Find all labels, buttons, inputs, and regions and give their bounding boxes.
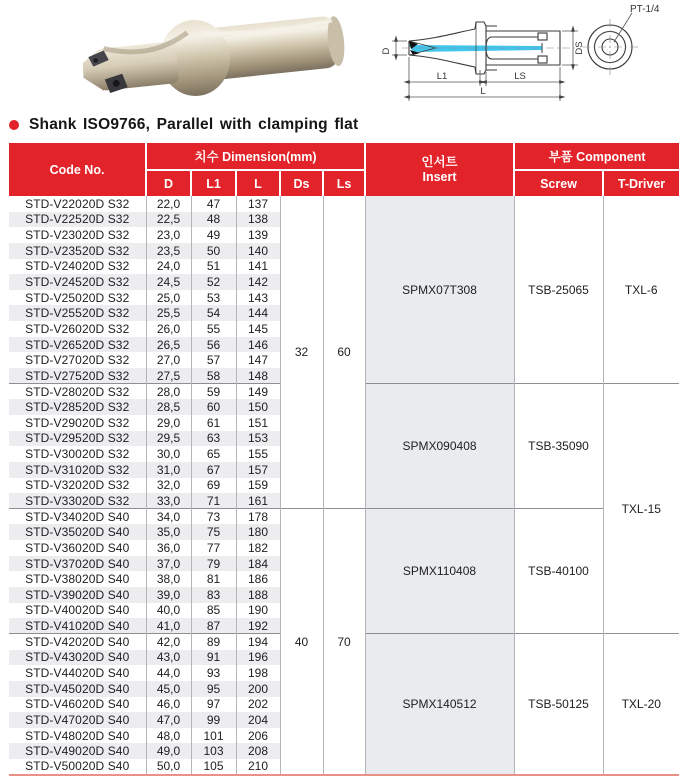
dim-l-cell: 147 (236, 352, 280, 368)
header-dimension: 치수 Dimension(mm) (146, 143, 365, 170)
dim-l1-cell: 56 (191, 337, 236, 353)
code-cell: STD-V40020D S40 (9, 603, 146, 619)
header-l1: L1 (191, 170, 236, 196)
dim-d-cell: 26,0 (146, 321, 191, 337)
code-cell: STD-V39020D S40 (9, 587, 146, 603)
code-cell: STD-V43020D S40 (9, 650, 146, 666)
code-cell: STD-V25520D S32 (9, 305, 146, 321)
dim-l-cell: 182 (236, 540, 280, 556)
section-heading-text: Shank ISO9766, Parallel with clamping flat (29, 116, 359, 133)
dim-l1-cell: 79 (191, 556, 236, 572)
dim-d-cell: 39,0 (146, 587, 191, 603)
dim-d-cell: 36,0 (146, 540, 191, 556)
dim-l-cell: 159 (236, 478, 280, 494)
dim-l-cell: 190 (236, 603, 280, 619)
dim-l1-cell: 51 (191, 259, 236, 275)
dim-l1-cell: 67 (191, 462, 236, 478)
dim-l1-cell: 85 (191, 603, 236, 619)
code-cell: STD-V26020D S32 (9, 321, 146, 337)
dim-label-l: L (480, 86, 486, 97)
dim-d-cell: 23,0 (146, 227, 191, 243)
tech-diagram (380, 0, 688, 112)
code-cell: STD-V42020D S40 (9, 634, 146, 650)
dim-l-cell: 138 (236, 212, 280, 228)
dim-d-cell: 28,0 (146, 384, 191, 400)
dim-l-cell: 198 (236, 665, 280, 681)
header-ls: Ls (323, 170, 365, 196)
dim-l1-cell: 49 (191, 227, 236, 243)
table-row (9, 196, 679, 212)
dim-l-cell: 143 (236, 290, 280, 306)
code-cell: STD-V24520D S32 (9, 274, 146, 290)
dim-l-cell: 188 (236, 587, 280, 603)
dim-d-cell: 32,0 (146, 478, 191, 494)
header-component: 부품 Component (514, 143, 679, 170)
code-cell: STD-V44020D S40 (9, 665, 146, 681)
dim-d-cell: 43,0 (146, 650, 191, 666)
dim-d-cell: 22,0 (146, 196, 191, 212)
dim-l1-cell: 91 (191, 650, 236, 666)
dim-l-cell: 194 (236, 634, 280, 650)
code-cell: STD-V27520D S32 (9, 368, 146, 384)
screw-cell: TSB-25065 (514, 196, 603, 384)
code-cell: STD-V28520D S32 (9, 399, 146, 415)
dim-l1-cell: 53 (191, 290, 236, 306)
dim-d-cell: 35,0 (146, 524, 191, 540)
dim-l-cell: 139 (236, 227, 280, 243)
spec-table-body (9, 196, 679, 775)
dim-label-d: D (381, 47, 392, 55)
dim-l1-cell: 103 (191, 743, 236, 759)
header-tdriver: T-Driver (603, 170, 679, 196)
dim-l1-cell: 95 (191, 681, 236, 697)
code-cell: STD-V28020D S32 (9, 384, 146, 400)
dim-l-cell: 161 (236, 493, 280, 509)
dim-l1-cell: 73 (191, 509, 236, 525)
table-row (9, 509, 679, 525)
dim-d-cell: 31,0 (146, 462, 191, 478)
dim-d-cell: 25,0 (146, 290, 191, 306)
dim-l-cell: 137 (236, 196, 280, 212)
dim-l1-cell: 87 (191, 618, 236, 634)
dim-l1-cell: 50 (191, 243, 236, 259)
code-cell: STD-V25020D S32 (9, 290, 146, 306)
insert-cell: SPMX07T308 (365, 196, 514, 384)
dim-l-cell: 153 (236, 431, 280, 447)
dim-d-cell: 29,5 (146, 431, 191, 447)
code-cell: STD-V23020D S32 (9, 227, 146, 243)
dim-l-cell: 141 (236, 259, 280, 275)
dim-l-cell: 200 (236, 681, 280, 697)
code-cell: STD-V35020D S40 (9, 524, 146, 540)
ds-cell: 32 (280, 196, 323, 509)
dim-l-cell: 151 (236, 415, 280, 431)
dim-l-cell: 186 (236, 571, 280, 587)
dim-d-cell: 34,0 (146, 509, 191, 525)
dim-d-cell: 27,5 (146, 368, 191, 384)
insert-cell: SPMX110408 (365, 509, 514, 634)
dim-l-cell: 192 (236, 618, 280, 634)
dim-l1-cell: 48 (191, 212, 236, 228)
header-code-no: Code No. (9, 143, 146, 196)
dim-l1-cell: 93 (191, 665, 236, 681)
dim-l1-cell: 47 (191, 196, 236, 212)
dim-l1-cell: 69 (191, 478, 236, 494)
dim-l-cell: 202 (236, 697, 280, 713)
screw-cell: TSB-40100 (514, 509, 603, 634)
dim-l1-cell: 105 (191, 759, 236, 775)
dim-l1-cell: 89 (191, 634, 236, 650)
dim-d-cell: 49,0 (146, 743, 191, 759)
dim-l-cell: 145 (236, 321, 280, 337)
dim-d-cell: 46,0 (146, 697, 191, 713)
dim-d-cell: 47,0 (146, 712, 191, 728)
dim-l1-cell: 83 (191, 587, 236, 603)
dim-l1-cell: 75 (191, 524, 236, 540)
dim-d-cell: 24,5 (146, 274, 191, 290)
dim-l-cell: 149 (236, 384, 280, 400)
code-cell: STD-V33020D S32 (9, 493, 146, 509)
dim-l-cell: 144 (236, 305, 280, 321)
spec-table-head (9, 143, 679, 196)
code-cell: STD-V26520D S32 (9, 337, 146, 353)
thread-label: PT-1/4 (630, 4, 660, 15)
dim-l1-cell: 54 (191, 305, 236, 321)
code-cell: STD-V32020D S32 (9, 478, 146, 494)
dim-d-cell: 42,0 (146, 634, 191, 650)
header-screw: Screw (514, 170, 603, 196)
dim-l1-cell: 59 (191, 384, 236, 400)
ds-cell: 40 (280, 509, 323, 775)
dim-d-cell: 37,0 (146, 556, 191, 572)
dim-d-cell: 23,5 (146, 243, 191, 259)
insert-cell: SPMX090408 (365, 384, 514, 509)
dim-l1-cell: 77 (191, 540, 236, 556)
screw-cell: TSB-50125 (514, 634, 603, 775)
dim-d-cell: 38,0 (146, 571, 191, 587)
code-cell: STD-V27020D S32 (9, 352, 146, 368)
code-cell: STD-V49020D S40 (9, 743, 146, 759)
dim-l-cell: 150 (236, 399, 280, 415)
code-cell: STD-V37020D S40 (9, 556, 146, 572)
dim-d-cell: 28,5 (146, 399, 191, 415)
dim-d-cell: 44,0 (146, 665, 191, 681)
header-insert-en: Insert (422, 169, 457, 184)
dim-l-cell: 204 (236, 712, 280, 728)
dim-d-cell: 40,0 (146, 603, 191, 619)
dim-l-cell: 196 (236, 650, 280, 666)
dim-d-cell: 48,0 (146, 728, 191, 744)
code-cell: STD-V45020D S40 (9, 681, 146, 697)
spec-table (9, 143, 679, 776)
code-cell: STD-V47020D S40 (9, 712, 146, 728)
code-cell: STD-V29520D S32 (9, 431, 146, 447)
code-cell: STD-V22520D S32 (9, 212, 146, 228)
dim-l-cell: 157 (236, 462, 280, 478)
dim-d-cell: 26,5 (146, 337, 191, 353)
dim-l1-cell: 63 (191, 431, 236, 447)
dim-l1-cell: 52 (191, 274, 236, 290)
dim-l-cell: 208 (236, 743, 280, 759)
dim-l1-cell: 57 (191, 352, 236, 368)
dim-l1-cell: 61 (191, 415, 236, 431)
dim-l1-cell: 71 (191, 493, 236, 509)
header-insert-kr: 인서트 (421, 154, 458, 169)
code-cell: STD-V23520D S32 (9, 243, 146, 259)
dim-d-cell: 33,0 (146, 493, 191, 509)
tdriver-cell: TXL-15 (603, 384, 679, 634)
header-insert (365, 143, 514, 196)
dim-d-cell: 29,0 (146, 415, 191, 431)
dim-l-cell: 184 (236, 556, 280, 572)
dim-d-cell: 25,5 (146, 305, 191, 321)
dim-d-cell: 24,0 (146, 259, 191, 275)
code-cell: STD-V41020D S40 (9, 618, 146, 634)
dim-d-cell: 30,0 (146, 446, 191, 462)
code-cell: STD-V30020D S32 (9, 446, 146, 462)
code-cell: STD-V38020D S40 (9, 571, 146, 587)
header-l: L (236, 170, 280, 196)
dim-l1-cell: 99 (191, 712, 236, 728)
dim-l1-cell: 55 (191, 321, 236, 337)
dim-label-l1: L1 (436, 71, 448, 82)
dim-l-cell: 148 (236, 368, 280, 384)
code-cell: STD-V36020D S40 (9, 540, 146, 556)
header-d: D (146, 170, 191, 196)
dim-d-cell: 27,0 (146, 352, 191, 368)
dim-d-cell: 22,5 (146, 212, 191, 228)
dim-l-cell: 206 (236, 728, 280, 744)
code-cell: STD-V24020D S32 (9, 259, 146, 275)
ls-cell: 60 (323, 196, 365, 509)
code-cell: STD-V31020D S32 (9, 462, 146, 478)
dim-l1-cell: 97 (191, 697, 236, 713)
ls-cell: 70 (323, 509, 365, 775)
dim-label-ls: LS (514, 71, 526, 82)
code-cell: STD-V34020D S40 (9, 509, 146, 525)
drill-photo (45, 2, 350, 114)
tdriver-cell: TXL-20 (603, 634, 679, 775)
dim-l-cell: 146 (236, 337, 280, 353)
code-cell: STD-V48020D S40 (9, 728, 146, 744)
header-ds: Ds (280, 170, 323, 196)
dim-l-cell: 210 (236, 759, 280, 775)
code-cell: STD-V22020D S32 (9, 196, 146, 212)
dim-l1-cell: 60 (191, 399, 236, 415)
dim-d-cell: 45,0 (146, 681, 191, 697)
red-bullet-icon (9, 120, 19, 130)
dim-l1-cell: 101 (191, 728, 236, 744)
dim-l-cell: 178 (236, 509, 280, 525)
code-cell: STD-V29020D S32 (9, 415, 146, 431)
dim-l-cell: 142 (236, 274, 280, 290)
code-cell: STD-V50020D S40 (9, 759, 146, 775)
dim-l1-cell: 58 (191, 368, 236, 384)
code-cell: STD-V46020D S40 (9, 697, 146, 713)
dim-l1-cell: 65 (191, 446, 236, 462)
dim-l1-cell: 81 (191, 571, 236, 587)
dim-d-cell: 50,0 (146, 759, 191, 775)
tdriver-cell: TXL-6 (603, 196, 679, 384)
dim-d-cell: 41,0 (146, 618, 191, 634)
dim-l-cell: 180 (236, 524, 280, 540)
insert-cell: SPMX140512 (365, 634, 514, 775)
dim-l-cell: 140 (236, 243, 280, 259)
dim-label-ds: DS (574, 41, 585, 55)
screw-cell: TSB-35090 (514, 384, 603, 509)
section-heading (9, 116, 358, 134)
dim-l-cell: 155 (236, 446, 280, 462)
